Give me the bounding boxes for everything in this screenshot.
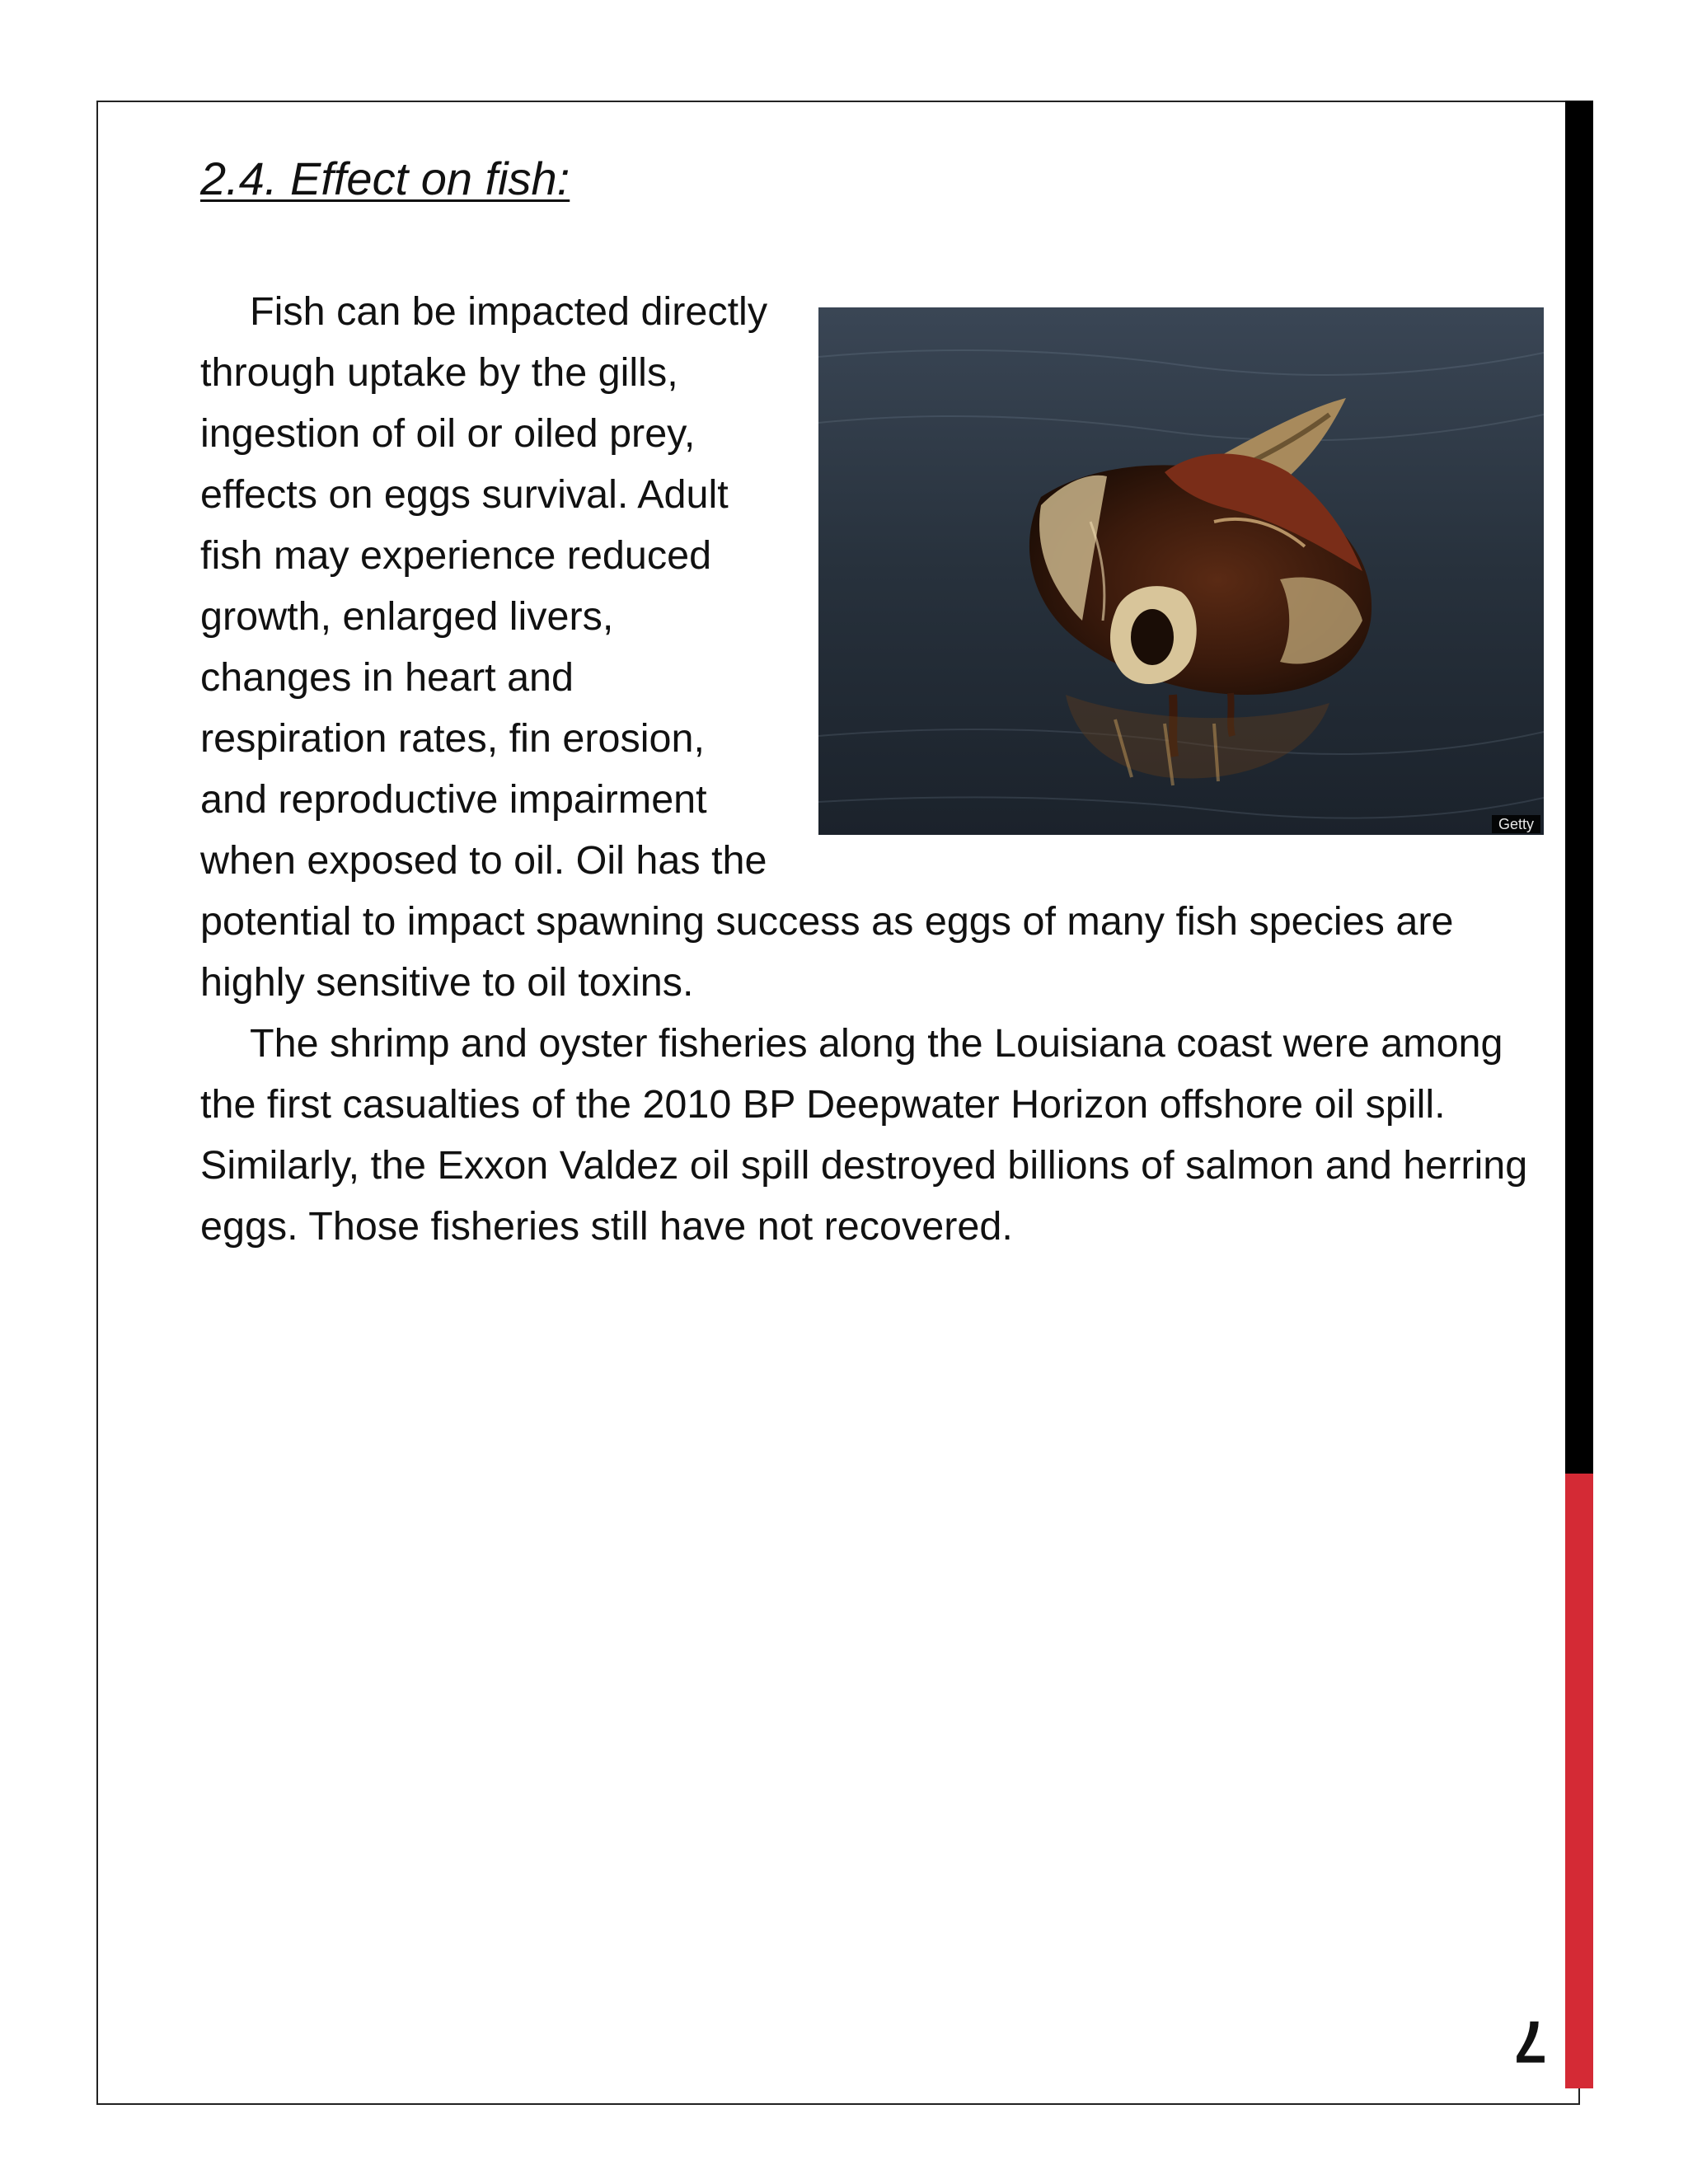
section-heading: 2.4. Effect on fish: <box>200 152 570 204</box>
body-text <box>200 281 1544 1257</box>
side-bar-black <box>1565 101 1593 1474</box>
paragraph-2-text: The shrimp and oyster fisheries along the Louisiana coast were among the first casualties of the 2010 BP Deepwater Horizon offshore oil spill. Similarly, the Exxon Valdez oil spill destroyed billions of salmon and herring eggs. Those fisheries still have not recovered. <box>200 1021 1528 1249</box>
photo-credit: Getty <box>1492 815 1540 833</box>
page-number: 7 <box>1513 2008 1548 2074</box>
oiled-fish-photo <box>818 307 1544 835</box>
paragraph-1-text: Fish can be impacted directly through uptake by the gills, ingestion of oil or oiled prey, effects on eggs survival. Adult fish may experience reduced growth, enlarged livers, changes in heart and respiration rates, fin erosion, and reproductive impairment when exposed to oil. Oil has the potential to impact spawning success as eggs of many fish species are highly sensitive to oil toxins. <box>200 289 1454 1005</box>
side-bar-red <box>1565 1474 1593 2088</box>
fish-illustration <box>818 307 1544 835</box>
paragraph-2 <box>200 1013 1544 1257</box>
